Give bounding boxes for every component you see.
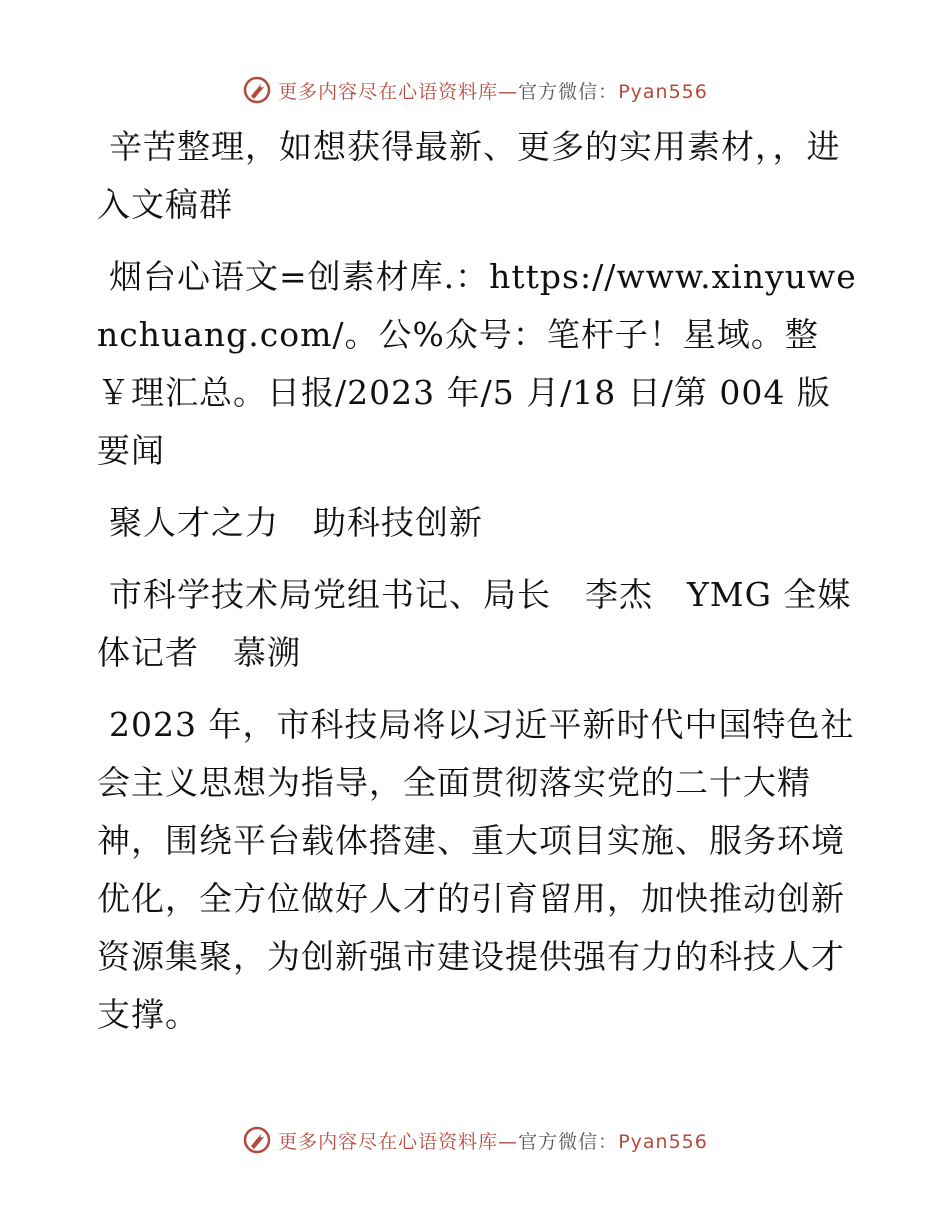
banner-official-label: 官方微信：	[518, 80, 619, 103]
source-paragraph: 烟台心语文=创素材库.：https://www.xinyuwenchuang.com/。公%众号：笔杆子！星域。整￥理汇总。日报/2023 年/5 月/18 日/第 004 版要闻	[97, 257, 857, 470]
byline-paragraph: 市科学技术局党组书记、局长 李杰 YMG 全媒体记者 慕溯	[97, 575, 852, 672]
header-banner	[0, 70, 950, 110]
banner-account-id: Pyan556	[618, 80, 708, 103]
document-body	[97, 118, 857, 1058]
banner-account-id: Pyan556	[618, 1130, 708, 1153]
banner-separator: —	[498, 1130, 519, 1153]
banner-separator: —	[498, 80, 519, 103]
banner-main-text: 更多内容尽在心语资料库	[278, 1130, 499, 1153]
banner-text	[278, 77, 708, 104]
banner-official-label: 官方微信：	[518, 1130, 619, 1153]
body-paragraph: 2023 年，市科技局将以习近平新时代中国特色社会主义思想为指导，全面贯彻落实党的二十大精神，围绕平台载体搭建、重大项目实施、服务环境优化，全方位做好人才的引育留用，加快推动创新资源集聚，为创新强市建设提供强有力的科技人才支撑。	[97, 705, 855, 1034]
intro-paragraph: 辛苦整理，如想获得最新、更多的实用素材，，进入文稿群	[97, 127, 841, 224]
footer-banner	[0, 1120, 950, 1160]
article-title: 聚人才之力 助科技创新	[109, 503, 483, 542]
pen-nib-logo-icon	[242, 75, 272, 105]
banner-main-text: 更多内容尽在心语资料库	[278, 80, 499, 103]
banner-text	[278, 1127, 708, 1154]
pen-nib-logo-icon	[242, 1125, 272, 1155]
